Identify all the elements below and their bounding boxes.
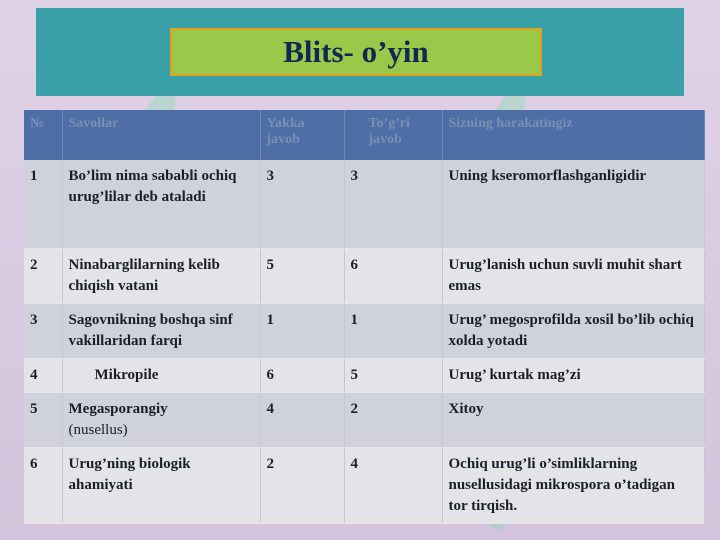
row-correct-answer: 6 xyxy=(344,248,442,303)
row-number: 4 xyxy=(24,358,62,392)
table-header-row xyxy=(24,110,704,160)
row-single-answer: 1 xyxy=(260,303,344,358)
table-row xyxy=(24,392,704,447)
row-question: Mikropile xyxy=(62,358,260,392)
row-correct-answer: 4 xyxy=(344,447,442,523)
row-action: Ochiq urug’li o’simliklarning nusellusidagi mikrospora o’tadigan tor tirqish. xyxy=(442,447,704,523)
row-action: Urug’ kurtak mag’zi xyxy=(442,358,704,392)
row-correct-answer: 3 xyxy=(344,160,442,248)
row-number: 2 xyxy=(24,248,62,303)
quiz-table xyxy=(24,110,705,524)
row-number: 3 xyxy=(24,303,62,358)
column-header-single-answer: Yakka javob xyxy=(260,110,344,160)
row-single-answer: 6 xyxy=(260,358,344,392)
row-action: Urug’ megosprofilda xosil bo’lib ochiq xolda yotadi xyxy=(442,303,704,358)
row-single-answer: 5 xyxy=(260,248,344,303)
row-action: Urug’lanish uchun suvli muhit shart emas xyxy=(442,248,704,303)
row-question: Urug’ning biologik ahamiyati xyxy=(62,447,260,523)
slide-title: Blits- o’yin xyxy=(283,34,429,69)
column-header-number: № xyxy=(24,110,62,160)
row-correct-answer: 1 xyxy=(344,303,442,358)
row-question: Sagovnikning boshqa sinf vakillaridan farqi xyxy=(62,303,260,358)
row-number: 5 xyxy=(24,392,62,447)
row-question: Megasporangiy (nusellus) xyxy=(62,392,260,447)
row-action: Xitoy xyxy=(442,392,704,447)
table-row xyxy=(24,160,704,248)
table-row xyxy=(24,303,704,358)
row-question: Ninabarglilarning kelib chiqish vatani xyxy=(62,248,260,303)
row-correct-answer: 2 xyxy=(344,392,442,447)
table-row xyxy=(24,248,704,303)
row-action: Uning kseromorflashganligidir xyxy=(442,160,704,248)
row-question-note: (nusellus) xyxy=(68,421,128,438)
row-single-answer: 4 xyxy=(260,392,344,447)
table-row xyxy=(24,447,704,523)
table-row xyxy=(24,358,704,392)
row-single-answer: 2 xyxy=(260,447,344,523)
row-question: Bo’lim nima sababli ochiq urug’lilar deb ataladi xyxy=(62,160,260,248)
row-number: 1 xyxy=(24,160,62,248)
title-box xyxy=(170,28,542,76)
row-number: 6 xyxy=(24,447,62,523)
row-correct-answer: 5 xyxy=(344,358,442,392)
column-header-questions: Savollar xyxy=(62,110,260,160)
column-header-correct-answer: To’g’ri javob xyxy=(344,110,442,160)
row-single-answer: 3 xyxy=(260,160,344,248)
column-header-your-action: Sizning harakatingiz xyxy=(442,110,704,160)
